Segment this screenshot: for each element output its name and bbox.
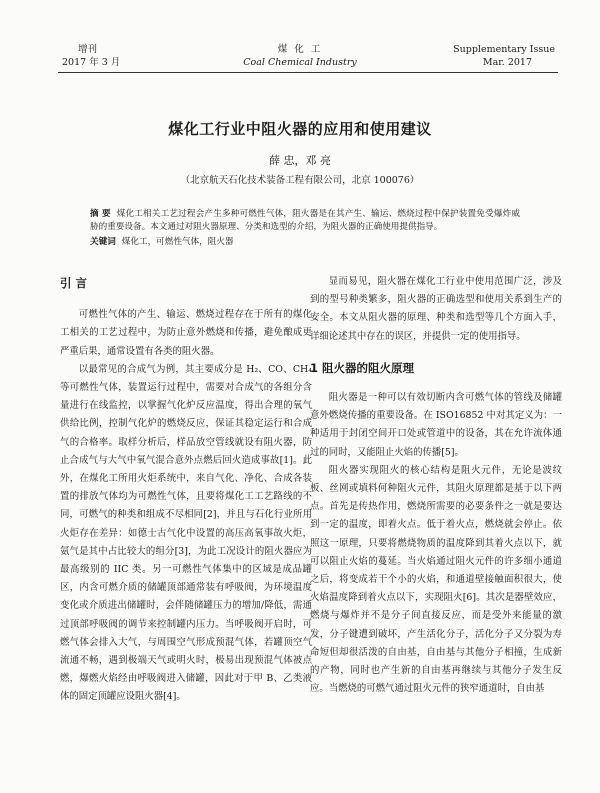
body-paragraph: 显而易见，阻火器在煤化工行业中使用范围广泛，涉及到的型号种类繁多，阻火器的正确选型和使用关系到生产的安全。本文从阻火器的原理、种类和选型等几个方面入手，详细论述其中存在的误区，并提供一定的使用指导。 xyxy=(310,276,562,342)
article-title: 煤化工行业中阻火器的应用和使用建议 xyxy=(168,120,432,138)
abstract-text: 煤化工相关工艺过程会产生多种可燃性气体，阻火器是在其产生、输运、燃烧过程中保护装置免受爆炸威胁的重要设备。本文通过对阻火器原理、分类和选型的介绍，为阻火器的正确使用提供指导。 xyxy=(90,209,520,232)
header-date: 2017 年 3 月 xyxy=(62,57,121,68)
left-column xyxy=(60,274,312,707)
body-paragraph: 可燃性气体的产生、输运、燃烧过程存在于所有的煤化工相关的工艺过程中，为防止意外燃烧和传播，避免酿成更严重后果，通常设置有各类的阻火器。 xyxy=(60,309,312,357)
header-supplementary: Supplementary Issue xyxy=(453,44,555,55)
body-paragraph: 阻火器是一种可以有效切断内含可燃气体的管线及储罐意外燃烧传播的重要设备。在 ISO16852 中对其定义为：一种适用于封闭空间开口处或管道中的设备，其在允许流体通过的同时，又能阻止火焰的传播[5]。 xyxy=(310,392,562,458)
header-issue: 增刊 xyxy=(78,44,98,55)
section-heading: 1 阻火器的阻火原理 xyxy=(310,360,415,375)
header-journal-en: Coal Chemical Industry xyxy=(243,57,357,68)
keywords-block xyxy=(90,236,520,249)
intro-heading: 引 言 xyxy=(60,276,88,290)
header-month: Mar. 2017 xyxy=(482,57,532,68)
keywords-text: 煤化工，可燃性气体，阻火器 xyxy=(121,237,234,247)
body-paragraph: 阻火器实现阻火的核心结构是阻火元件，无论是波纹板、丝网或填料何种阻火元件，其阻火原理都是基于以下两点。首先是传热作用，燃烧所需要的必要条件之一就是要达到一定的温度，即着火点。低于着火点，燃烧就会停止。依照这一原理，只要将燃烧物质的温度降到其着火点以下，就可以阻止火焰的蔓延。当火焰通过阻火元件的许多细小通道之后，将变成若干个小的火焰，和通道壁接触面积很大，使火焰温度降到着火点以下，实现阻火[6]。其次是器壁效应，燃烧与爆炸并不是分子间直接反应，而是受外来能量的激发，分子键遭到破坏，产生活化分子，活化分子又分裂为寿命短但却很活泼的自由基，自由基与其他分子相撞，生成新的产物，同时也产生新的自由基再继续与其他分子发生反应。当燃烧的可燃气通过阻火元件的狭窄通道时，自由基 xyxy=(310,464,562,695)
abstract-block xyxy=(90,208,520,234)
article-affiliation: （北京航天石化技术装备工程有限公司，北京 100076） xyxy=(180,175,420,186)
body-paragraph: 以最常见的合成气为例，其主要成分是 H₂、CO、CH₄ 等可燃性气体，装置运行过程中，需要对合成气的各组分含量进行在线监控，以掌握气化炉反应温度，得出合理的氧气供给比例，控制气化炉的燃烧反应，保证其稳定运行和合成气的合格率。取样分析后，样品放空管线就设有阻火器，防止合成气与大气中氧气混合意外点燃后回火造成事故[1]。此外，在煤化工所用火炬系统中，来自气化、净化、合成各装置的排放气体均为可燃性气体，且要将煤化工工艺路线的不同，可燃气的种类和组成不尽相同[2]，并且与石化行业所用火炬存在差异：如德士古气化中设置的高压高氧事故火炬，氨气是其中占比较大的组分[3]，为此工况设计的阻火器应为最高级别的 IIC 类。另一可燃性气体集中的区域是成品罐区，内含可燃介质的储罐顶部通常装有呼吸阀，为环境温度变化或介质进出储罐时，会伴随储罐压力的增加/降低，需通过顶部呼吸阀的调节来控制罐内压力。当呼吸阀开启时，可燃气体会排入大气，与周围空气形成预混气体，若罐顶空气流通不畅，遇到极端天气或明火时，极易出现预混气体被点燃，爆燃火焰经由呼吸阀进入储罐，因此对于甲 B、乙类液体的固定顶罐应设阻火器[4]。 xyxy=(60,363,312,703)
header-journal-cn: 煤 化 工 xyxy=(277,44,323,55)
article-authors: 薛 忠，邓 亮 xyxy=(269,154,331,167)
right-column xyxy=(310,273,562,698)
header-rule xyxy=(58,72,558,73)
keywords-label: 关键词 xyxy=(90,237,116,247)
abstract-label: 摘 要 xyxy=(90,209,111,219)
